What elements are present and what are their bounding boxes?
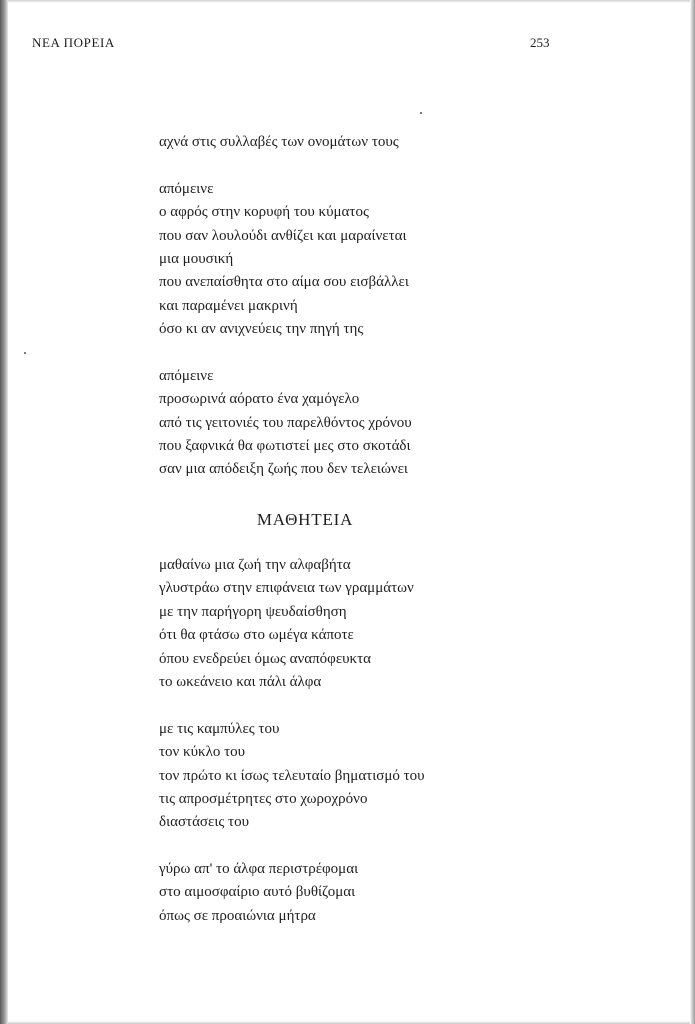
verse-line: στο αιμοσφαίριο αυτό βυθίζομαι <box>159 884 356 901</box>
verse-line: τον κύκλο του <box>159 744 246 761</box>
scan-speck <box>420 112 422 114</box>
scan-speck <box>24 352 26 354</box>
verse-line: που σαν λουλούδι ανθίζει και μαραίνεται <box>159 227 407 244</box>
stanza-break <box>159 694 425 717</box>
verse-line: απόμεινε <box>159 180 214 197</box>
stanza-break <box>159 342 412 365</box>
verse-line: ότι θα φτάσω στο ωμέγα κάποτε <box>159 627 354 644</box>
verse-line: ο αφρός στην κορυφή του κύματος <box>159 204 369 221</box>
scan-shadow-top <box>8 0 690 3</box>
poem-body <box>159 554 425 928</box>
verse-line: γλυστράω στην επιφάνεια των γραμμάτων <box>159 580 414 597</box>
poem-continuation <box>159 131 412 482</box>
verse-line: και παραμένει μακρινή <box>159 297 298 314</box>
verse-line: όπου ενεδρεύει όμως αναπόφευκτα <box>159 650 371 667</box>
verse-line: τον πρώτο κι ίσως τελευταίο βηματισμό του <box>159 767 425 784</box>
verse-line: όσο κι αν ανιχνεύεις την πηγή της <box>159 321 364 338</box>
verse-line: με τις καμπύλες του <box>159 720 280 737</box>
verse-line: από τις γειτονιές του παρελθόντος χρόνου <box>159 414 412 431</box>
verse-line: απόμεινε <box>159 367 214 384</box>
scan-shadow-right <box>690 0 695 1024</box>
verse-line: τις απροσμέτρητες στο χωροχρόνο <box>159 790 368 807</box>
verse-line: μαθαίνω μια ζωή την αλφαβήτα <box>159 557 351 573</box>
poem-title: ΜΑΘΗΤΕΙΑ <box>256 510 354 529</box>
verse-line: διαστάσεις του <box>159 814 249 831</box>
running-title: ΝΕΑ ΠΟΡΕΙΑ <box>32 35 115 50</box>
stanza-break <box>159 154 412 177</box>
verse-line: που ξαφνικά θα φωτιστεί μες στο σκοτάδι <box>159 438 411 455</box>
verse-line: αχνά στις συλλαβές των ονομάτων τους <box>159 134 399 150</box>
verse-line: μια μουσική <box>159 250 234 267</box>
stanza-break <box>159 835 425 858</box>
verse-line: γύρω απ' το άλφα περιστρέφομαι <box>159 861 359 878</box>
verse-line: προσωρινά αόρατο ένα χαμόγελο <box>159 391 360 408</box>
verse-line: που ανεπαίσθητα στο αίμα σου εισβάλλει <box>159 274 409 291</box>
verse-line: όπως σε προαιώνια μήτρα <box>159 907 316 924</box>
page-number: 253 <box>530 35 550 50</box>
verse-line: σαν μια απόδειξη ζωής που δεν τελειώνει <box>159 461 408 478</box>
verse-line: με την παρήγορη ψευδαίσθηση <box>159 603 347 620</box>
verse-line: το ωκεάνειο και πάλι άλφα <box>159 673 322 690</box>
